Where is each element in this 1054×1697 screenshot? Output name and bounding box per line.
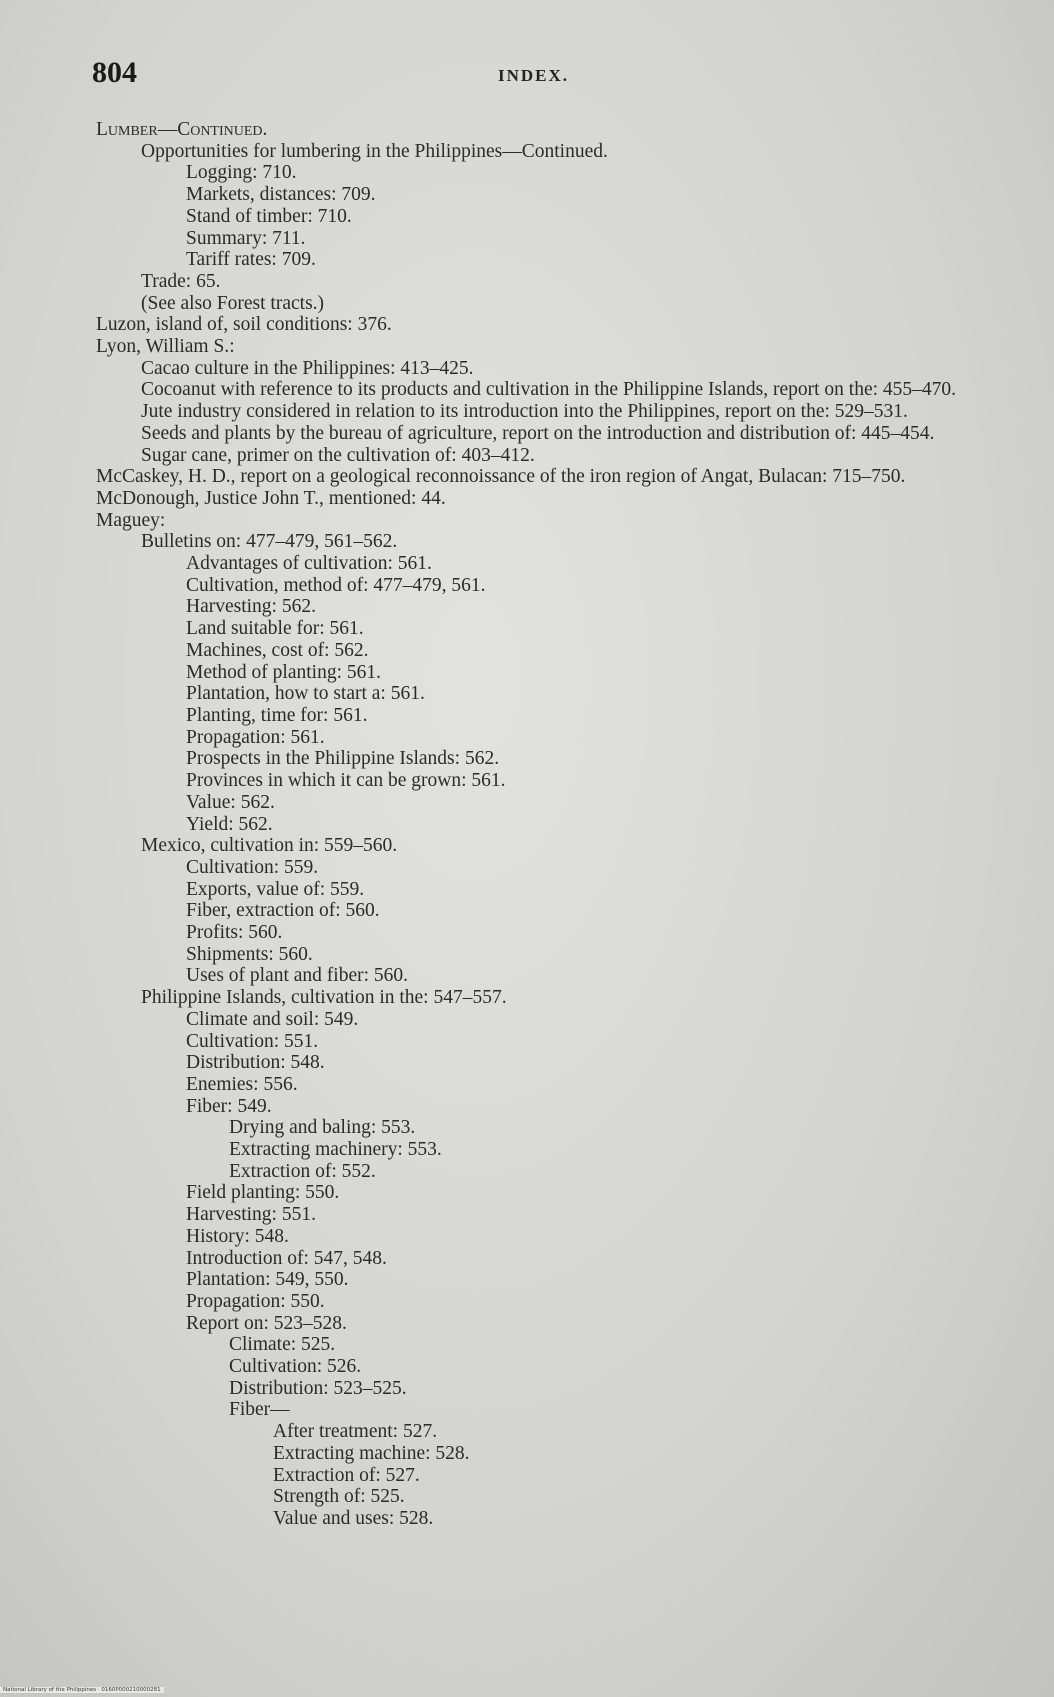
index-entry: Seeds and plants by the bureau of agriculture, report on the introduction and distribution of: 445–454. bbox=[141, 422, 935, 444]
index-entry: Cultivation: 551. bbox=[186, 1030, 319, 1052]
index-entry: Cultivation: 559. bbox=[186, 856, 319, 878]
index-entry: Profits: 560. bbox=[186, 922, 283, 944]
index-entry: Distribution: 523–525. bbox=[229, 1377, 407, 1399]
index-entry: History: 548. bbox=[186, 1225, 289, 1247]
index-entry: Fiber, extraction of: 560. bbox=[186, 900, 380, 922]
index-entry: Provinces in which it can be grown: 561. bbox=[186, 770, 506, 792]
index-entry: McCaskey, H. D., report on a geological reconnoissance of the iron region of Angat, Bulacan: 715–750. bbox=[96, 466, 906, 488]
index-entry: Cocoanut with reference to its products and cultivation in the Philippine Islands, report on the: 455–470. bbox=[141, 379, 957, 401]
index-entry: Machines, cost of: 562. bbox=[186, 639, 369, 661]
index-entry: Trade: 65. bbox=[141, 270, 221, 292]
index-entry: Exports, value of: 559. bbox=[186, 878, 365, 900]
index-entry: Yield: 562. bbox=[186, 813, 273, 835]
index-entry: Bulletins on: 477–479, 561–562. bbox=[141, 531, 398, 553]
index-entry: Plantation: 549, 550. bbox=[186, 1269, 349, 1291]
index-entry: Uses of plant and fiber: 560. bbox=[186, 965, 409, 987]
index-entry: Tariff rates: 709. bbox=[186, 249, 316, 271]
index-entry: Propagation: 550. bbox=[186, 1290, 325, 1312]
index-entry: Cultivation: 526. bbox=[229, 1356, 362, 1378]
index-entry: Extracting machine: 528. bbox=[273, 1442, 470, 1464]
index-entry: Land suitable for: 561. bbox=[186, 618, 364, 640]
index-entry: Maguey: bbox=[96, 509, 166, 531]
index-entry: Plantation, how to start a: 561. bbox=[186, 683, 425, 705]
index-entry: Fiber: 549. bbox=[186, 1095, 272, 1117]
index-entry: Drying and baling: 553. bbox=[229, 1117, 416, 1139]
index-entry: (See also Forest tracts.) bbox=[141, 292, 325, 314]
index-entry: Markets, distances: 709. bbox=[186, 184, 376, 206]
index-entry: Strength of: 525. bbox=[273, 1486, 405, 1508]
index-entry: Enemies: 556. bbox=[186, 1073, 298, 1095]
index-entry: Propagation: 561. bbox=[186, 726, 325, 748]
index-entry: Distribution: 548. bbox=[186, 1052, 325, 1074]
index-entry: Lumber—Continued. bbox=[96, 119, 268, 140]
index-entry: Value and uses: 528. bbox=[273, 1508, 434, 1529]
index-entry: Harvesting: 562. bbox=[186, 596, 316, 618]
index-entry: Climate and soil: 549. bbox=[186, 1008, 359, 1030]
index-entry: McDonough, Justice John T., mentioned: 44. bbox=[96, 487, 446, 509]
index-entry: Value: 562. bbox=[186, 791, 275, 813]
index-entry: Jute industry considered in relation to its introduction into the Philippines, report on the: 529–531. bbox=[141, 401, 908, 423]
index-entry: Harvesting: 551. bbox=[186, 1204, 316, 1226]
index-entry: Introduction of: 547, 548. bbox=[186, 1247, 387, 1269]
index-entry: Report on: 523–528. bbox=[186, 1312, 347, 1334]
index-entry: Luzon, island of, soil conditions: 376. bbox=[96, 314, 392, 336]
index-entry: Summary: 711. bbox=[186, 227, 306, 249]
index-entry: Prospects in the Philippine Islands: 562. bbox=[186, 748, 500, 770]
scan-credit-footer: National Library of the Philippines · 0160P000210000281 bbox=[0, 1687, 164, 1693]
index-entry: Cultivation, method of: 477–479, 561. bbox=[186, 574, 486, 596]
index-entry: Extracting machinery: 553. bbox=[229, 1139, 442, 1161]
index-entry: Extraction of: 552. bbox=[229, 1160, 376, 1182]
index-entry: Shipments: 560. bbox=[186, 943, 313, 965]
index-entry-list bbox=[96, 119, 986, 1530]
index-entry: Advantages of cultivation: 561. bbox=[186, 553, 432, 575]
index-entry: Fiber— bbox=[229, 1399, 290, 1421]
index-entry: Philippine Islands, cultivation in the: 547–557. bbox=[141, 987, 507, 1009]
index-entry: Opportunities for lumbering in the Philippines—Continued. bbox=[141, 140, 608, 162]
index-entry: Mexico, cultivation in: 559–560. bbox=[141, 835, 398, 857]
index-entry: Cacao culture in the Philippines: 413–425. bbox=[141, 357, 474, 379]
index-entry: Field planting: 550. bbox=[186, 1182, 340, 1204]
index-entry: Climate: 525. bbox=[229, 1334, 336, 1356]
index-entry: After treatment: 527. bbox=[273, 1421, 438, 1443]
index-entry: Stand of timber: 710. bbox=[186, 205, 352, 227]
index-entry: Planting, time for: 561. bbox=[186, 704, 368, 726]
index-entry: Sugar cane, primer on the cultivation of: 403–412. bbox=[141, 444, 535, 466]
running-head: INDEX. bbox=[498, 66, 570, 85]
page-number: 804 bbox=[92, 56, 137, 89]
index-entry: Lyon, William S.: bbox=[96, 336, 235, 358]
index-entry: Logging: 710. bbox=[186, 162, 297, 184]
index-entry: Method of planting: 561. bbox=[186, 661, 381, 683]
index-entry: Extraction of: 527. bbox=[273, 1464, 420, 1486]
